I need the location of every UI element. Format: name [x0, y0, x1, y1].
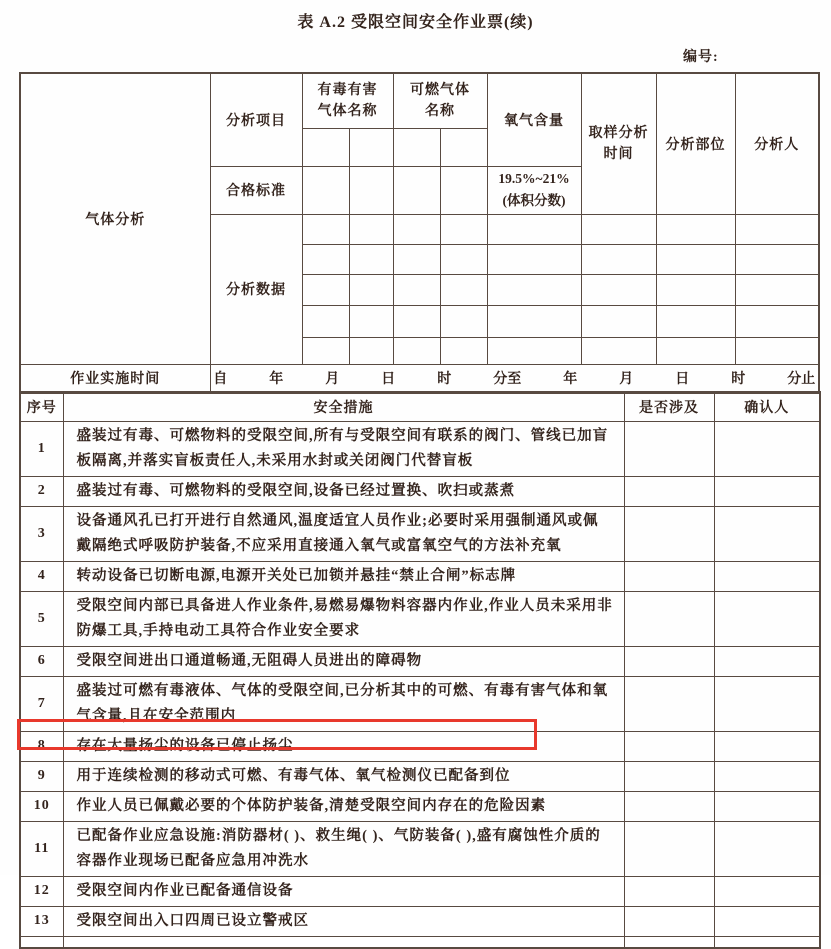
- involved-cell: [624, 731, 714, 761]
- work-time-value: 自 年 月 日 时 分至 年 月 日 时 分止: [210, 364, 819, 393]
- confirmer-cell: [714, 561, 820, 591]
- confirmer-cell: [714, 591, 820, 646]
- involved-cell: [624, 476, 714, 506]
- analyst-cell: [735, 305, 819, 337]
- involved-cell: [624, 876, 714, 906]
- analysis-data-cell: [440, 337, 487, 364]
- analysis-data-cell: [302, 274, 349, 305]
- measure-row: [20, 791, 820, 821]
- measure-text: 受限空间出入口四周已设立警戒区: [63, 906, 624, 936]
- measure-text: 设备通风孔已打开进行自然通风,温度适宜人员作业;必要时采用强制通风或佩戴隔绝式呼吸防护装备,不应采用直接通入氧气或富氧空气的方法补充氧: [63, 506, 624, 561]
- standard-cell: [393, 166, 440, 214]
- measure-row: [20, 561, 820, 591]
- analyst-cell: [735, 337, 819, 364]
- measure-text: 盛装过有毒、可燃物料的受限空间,设备已经过置换、吹扫或蒸煮: [63, 476, 624, 506]
- header-confirmer: 确认人: [714, 392, 820, 421]
- analysis-location-cell: [656, 244, 735, 274]
- measure-no: [20, 936, 63, 948]
- analysis-data-cell: [440, 244, 487, 274]
- highlight-box-row-9: [17, 719, 537, 750]
- header-no: 序号: [20, 392, 63, 421]
- measure-text: 作业人员已佩戴必要的个体防护装备,清楚受限空间内存在的危险因素: [63, 791, 624, 821]
- involved-cell: [624, 761, 714, 791]
- confirmer-cell: [714, 676, 820, 731]
- analysis-data-cell: [393, 337, 440, 364]
- sample-time-cell: [581, 305, 656, 337]
- measure-text: 盛装过可燃有毒液体、气体的受限空间,已分析其中的可燃、有毒有害气体和氧气含量,且在安全范围内: [63, 676, 624, 731]
- measure-no: 13: [20, 906, 63, 936]
- measure-row: [20, 821, 820, 876]
- oxygen-data-cell: [487, 305, 581, 337]
- header-involved: 是否涉及: [624, 392, 714, 421]
- analysis-data-cell: [393, 214, 440, 244]
- analysis-location-header: 分析部位: [656, 73, 735, 214]
- measure-text: 受限空间内部已具备进人作业条件,易燃易爆物料容器内作业,作业人员未采用非防爆工具,手持电动工具符合作业安全要求: [63, 591, 624, 646]
- measure-row: [20, 591, 820, 646]
- confirmer-cell: [714, 936, 820, 948]
- analyst-cell: [735, 244, 819, 274]
- measure-no: 6: [20, 646, 63, 676]
- measure-no: 1: [20, 421, 63, 476]
- measure-no: 7: [20, 676, 63, 731]
- safety-measures-table: [19, 391, 821, 949]
- analyst-cell: [735, 274, 819, 305]
- sample-time-cell: [581, 337, 656, 364]
- involved-cell: [624, 906, 714, 936]
- measure-no: 4: [20, 561, 63, 591]
- sample-time-cell: [581, 274, 656, 305]
- analysis-data-cell: [440, 214, 487, 244]
- analysis-location-cell: [656, 214, 735, 244]
- measure-text: 存在大量扬尘的设备已停止扬尘: [63, 731, 624, 761]
- measure-no: 12: [20, 876, 63, 906]
- sample-time-cell: [581, 214, 656, 244]
- oxygen-standard-value: 19.5%~21% (体积分数): [487, 166, 581, 214]
- analyst-header: 分析人: [735, 73, 819, 214]
- analysis-data-cell: [393, 244, 440, 274]
- measure-text: 用于连续检测的移动式可燃、有毒气体、氧气检测仪已配备到位: [63, 761, 624, 791]
- involved-cell: [624, 421, 714, 476]
- measure-row-partial: [20, 936, 820, 948]
- standard-cell: [302, 166, 349, 214]
- analysis-data-cell: [302, 305, 349, 337]
- measure-no: 3: [20, 506, 63, 561]
- measure-text: 受限空间进出口通道畅通,无阻碍人员进出的障碍物: [63, 646, 624, 676]
- measure-no: 2: [20, 476, 63, 506]
- page-title: 表 A.2 受限空间安全作业票(续): [297, 14, 534, 31]
- analysis-location-cell: [656, 305, 735, 337]
- oxygen-data-cell: [487, 244, 581, 274]
- standard-cell: [349, 166, 393, 214]
- oxygen-data-cell: [487, 337, 581, 364]
- analysis-data-cell: [349, 274, 393, 305]
- analysis-data-cell: [302, 214, 349, 244]
- measure-row-highlighted: [20, 761, 820, 791]
- involved-cell: [624, 646, 714, 676]
- toxic-gas-header: 有毒有害 气体名称: [302, 73, 393, 128]
- analysis-data-cell: [302, 244, 349, 274]
- confirmer-cell: [714, 821, 820, 876]
- measure-no: 10: [20, 791, 63, 821]
- analyst-cell: [735, 214, 819, 244]
- analysis-data-cell: [440, 305, 487, 337]
- measure-row: [20, 476, 820, 506]
- involved-cell: [624, 676, 714, 731]
- toxic-gas-name-cell: [349, 128, 393, 166]
- standard-label: 合格标准: [210, 166, 302, 214]
- involved-cell: [624, 791, 714, 821]
- involved-cell: [624, 561, 714, 591]
- analysis-data-cell: [440, 274, 487, 305]
- analysis-data-cell: [349, 305, 393, 337]
- measure-text: 受限空间内作业已配备通信设备: [63, 876, 624, 906]
- measure-row: [20, 646, 820, 676]
- oxygen-data-cell: [487, 274, 581, 305]
- analysis-location-cell: [656, 274, 735, 305]
- analysis-data-cell: [393, 274, 440, 305]
- measure-no: 9: [20, 761, 63, 791]
- measure-text: 盛装过有毒、可燃物料的受限空间,所有与受限空间有联系的阀门、管线已加盲板隔离,并落实盲板责任人,未采用水封或关闭阀门代替盲板: [63, 421, 624, 476]
- sample-time-cell: [581, 244, 656, 274]
- measure-row: [20, 506, 820, 561]
- confirmer-cell: [714, 421, 820, 476]
- doc-number-label: 编号:: [683, 50, 719, 65]
- header-measure: 安全措施: [63, 392, 624, 421]
- analysis-data-cell: [302, 337, 349, 364]
- measure-row: [20, 421, 820, 476]
- measure-row: [20, 906, 820, 936]
- measure-row: [20, 876, 820, 906]
- sample-time-header: 取样分析 时间: [581, 73, 656, 214]
- measure-text: [63, 936, 624, 948]
- analysis-data-cell: [349, 337, 393, 364]
- oxygen-header: 氧气含量: [487, 73, 581, 166]
- oxygen-data-cell: [487, 214, 581, 244]
- analysis-item-label: 分析项目: [210, 73, 302, 166]
- measure-no: 8: [20, 731, 63, 761]
- analysis-data-cell: [349, 244, 393, 274]
- measure-text: 转动设备已切断电源,电源开关处已加锁并悬挂“禁止合闸”标志牌: [63, 561, 624, 591]
- confirmer-cell: [714, 731, 820, 761]
- analysis-location-cell: [656, 337, 735, 364]
- toxic-gas-name-cell: [302, 128, 349, 166]
- measure-text: 已配备作业应急设施:消防器材( )、救生绳( )、气防装备( ),盛有腐蚀性介质的容器作业现场已配备应急用冲洗水: [63, 821, 624, 876]
- gas-analysis-table: [19, 72, 820, 394]
- gas-analysis-section-label: 气体分析: [20, 73, 210, 364]
- analysis-data-cell: [393, 305, 440, 337]
- measure-no: 5: [20, 591, 63, 646]
- involved-cell: [624, 591, 714, 646]
- flammable-gas-header: 可燃气体 名称: [393, 73, 487, 128]
- involved-cell: [624, 936, 714, 948]
- measure-no: 11: [20, 821, 63, 876]
- confirmer-cell: [714, 906, 820, 936]
- confirmer-cell: [714, 476, 820, 506]
- flammable-gas-name-cell: [440, 128, 487, 166]
- work-time-label: 作业实施时间: [20, 364, 210, 393]
- confirmer-cell: [714, 506, 820, 561]
- involved-cell: [624, 506, 714, 561]
- analysis-data-label: 分析数据: [210, 214, 302, 364]
- confirmer-cell: [714, 791, 820, 821]
- confirmer-cell: [714, 876, 820, 906]
- confirmer-cell: [714, 646, 820, 676]
- confirmer-cell: [714, 761, 820, 791]
- analysis-data-cell: [349, 214, 393, 244]
- standard-cell: [440, 166, 487, 214]
- flammable-gas-name-cell: [393, 128, 440, 166]
- involved-cell: [624, 821, 714, 876]
